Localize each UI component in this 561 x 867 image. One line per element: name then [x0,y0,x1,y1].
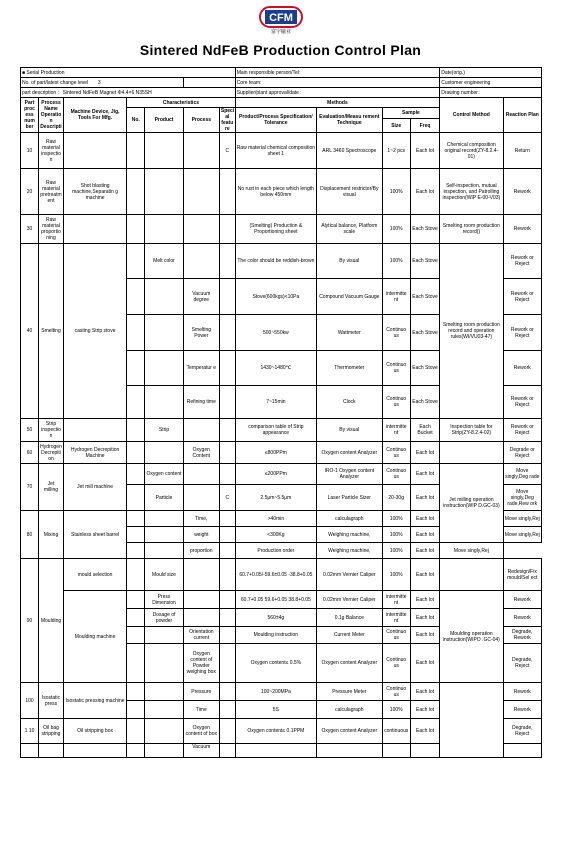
hdr-characteristics: Characteristics [127,98,235,108]
header-row-1 [21,98,542,108]
table-row: Oxygen content of Powder weighing box Oxygen content≤ 0.5% Oxygen content Analyzer Continuo us Each lot Degrade, Reject [21,644,542,683]
hdr-product: Product [145,108,183,133]
hdr-evaluation: Evaluation/Measu rement Technique [317,108,383,133]
table-row: 70 Jet milling Jet mill machine Oxygen content ≤200PPm IRO-1 Oxygen content Analyzer Continuo us Each lot Jet milling operation instruction(WIP D.GC-03) Move singly,Deg rade [21,464,542,485]
hdr-part-proc-num: Part proc ess num ber [21,98,39,133]
table-row: 40 Smelting casting Strip stove Melt color The color should be reddish-brown By visual 100% Each Stove Smelting room production record and operation rules(WI/VU03-47) Rework or Reject [21,244,542,279]
table-row: 100 Isostatic press Isostatic pressing machine Pressure 100~200MPa Pressure Meter Continuo us Each lot Rework [21,683,542,701]
table-row: 90 Moulding mould selection Mould size 60.7+0.05/-59.6±0.05 -38.8+0.05 0.02mm Vernier Caliper 100% Each lot Redesign/Fix mould/Sel ect [21,559,542,591]
cfm-logo-icon [259,6,303,28]
hdr-reaction-plan: Reaction Plan [503,98,541,133]
date-orig: Date(orig.) [440,68,542,78]
table-row: Temperatur e 1430~1480℃ Thermometer Continuo us Each Stove Rework [21,351,542,386]
table-row: 1 10 Oil bag stripping Oil stripping box Oxygen content of box Oxygen content≤ 0.1PPM Oxygen content Analyzer continuous Each lot Degrade, Reject [21,719,542,744]
table-row: weight <300Kg Weighing machine, 100% Each lot Move singly,Rej [21,527,542,543]
table-row: Refining time 7~15min Clock Continuo us Each Stove Rework or Reject [21,386,542,419]
serial-production: ■ Serial Production [21,68,236,78]
hdr-special: Speci al featu re [220,108,235,132]
drawing-number: Drawing number： [440,88,542,98]
info-row-1 [21,68,542,78]
table-row: Orientation current Moulding instruction Current Meter Continuo us Each lot Degrade, Rework [21,627,542,644]
table-row: Vacuum [21,744,542,758]
page-title: Sintered NdFeB Production Control Plan [139,42,422,58]
table-row: 10 Raw material inspectio n C Raw material chemical composition sheet 1 ARL 3460 Spectroscope 1~2 pcs Each lot Chemical composition original record(ZY-8.2.4-01) Return [21,133,542,169]
table-row: 60 Hydrogen Decrepiti on Hydrogen Decrepition Machine Oxygen Content ≤800PPm Oxygen content Analyzer Continuo us Each lot Degrade or Reject [21,442,542,464]
table-row: Moulding machine Press Dimension 60.7+0.05 59.6+0.05 38.8+0.05 0.02mm Vernier Caliper intermitte nt Each lot Moulding operation instruction(WIPO .GC-04) Rework [21,591,542,609]
table-row: Vacuum degree Stove(600kgs)<10Pa Compound Vacuum Gauge intermitte nt Each Stove Rework or Reject [21,279,542,315]
table-row: Smelting Power 500~550kw Wattmeter Continuo us Each Stove Rework or Reject [21,315,542,351]
hdr-no: No. [127,108,145,133]
hdr-process-name: Process Name Operatio n Descripti [39,98,64,133]
hdr-sample: Sample [382,108,440,119]
hdr-size: Size [382,119,410,133]
hdr-machine: Machine Device, Jig, Tools For Mfg. [63,98,126,133]
hdr-freq: Freq [410,119,439,133]
table-row: proportion Production order Weighing machine, 100% Each lot Move singly,Rej [21,543,542,559]
hdr-methods: Methods [235,98,440,108]
info-row-2 [21,78,542,88]
logo-subtitle: 富宇磁业 [270,29,291,35]
hdr-spec: Product/Process Specification/ Tolerance [235,108,316,133]
change-level: No. of part/latest change level 3 [21,78,184,88]
table-row: 20 Raw material pretreatm ent Shot blasting machine,Separatin g machine No rust in each piece which length below 450mm Displacement restrictor/By visual 100% Each lot Self-inspection, mutual inspection, and Patrolling inspection(WIP E-00-V03) Rework [21,169,542,215]
company-logo [251,6,311,38]
table-row: 50 Strip inspectio n Strip comparison table of Strip appearance By visual intermitte nt Each Bucket Inspection table for Strip(ZY-8.2.4-02) Rework or Reject [21,419,542,442]
core-team: Core team: [235,78,440,88]
hdr-process: Process [183,108,219,133]
hdr-control-method: Control Method [440,98,503,133]
table-row: Time 5S calculagraph 100% Each lot Rework [21,701,542,719]
part-description: part description ：Sintered NdFeB Magnet Φ4.4×6 N35SH [21,88,236,98]
main-responsible-person: Main responsible person/Tel: [235,68,440,78]
control-plan-table [20,67,542,758]
info-row-3 [21,88,542,98]
table-row: Particle C 2.5μm~5.5μm Laser Particle Sizer 20-30g Each lot Move singly,Deg rade,Rew ork [21,485,542,511]
customer-engineering: Customer engineering [440,78,542,88]
svg-text:CFM: CFM [269,12,293,24]
table-row: 30 Raw material proportio ning (Smelting) Production & Proportioning sheet Alytical balance, Platform scale 100% Each Stove Smelting room production record() Rework [21,215,542,244]
table-row: Dosage of powder 560±4g 0.1g Balance intermitte nt Each lot Rework [21,609,542,627]
supplier-approval: Supplier/plant approval/date： [235,88,440,98]
table-row: 80 Mixing Stainless sheet barrel Time, >40min calculagraph 100% Each lot Move singly,Rej [21,511,542,527]
